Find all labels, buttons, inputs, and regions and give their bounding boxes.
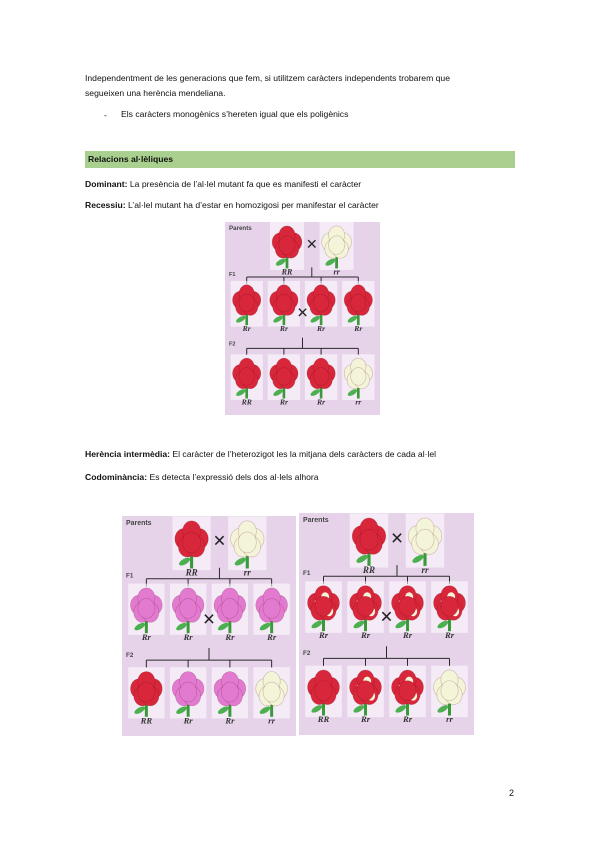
f1-flower (347, 581, 384, 640)
flower-petal (360, 529, 378, 550)
cross-symbol: × (213, 529, 226, 553)
intro-line-1: Independentment de les generacions que fem, si utilitzem caràcters independents trobarem que (85, 73, 450, 83)
f1-label: F1 (303, 570, 311, 578)
genotype-label: Rr (360, 629, 371, 640)
flower-petal (441, 596, 458, 616)
f1-flower (128, 584, 164, 642)
genotype-label: Rr (279, 397, 288, 407)
parent-flower (350, 513, 389, 575)
f2-label: F2 (303, 650, 311, 658)
flower-petal (183, 532, 201, 553)
f2-label: F2 (126, 651, 134, 659)
genotype-label: RR (362, 564, 376, 575)
f1-flower (268, 281, 300, 333)
flower-petal (221, 682, 238, 702)
flower-petal (239, 294, 254, 312)
flower-petal (357, 596, 374, 616)
flower-petal (441, 681, 458, 701)
f2-flower (268, 354, 300, 406)
f1-flower (170, 584, 206, 642)
dominant-line (85, 177, 361, 192)
flower-petal (239, 368, 254, 386)
f2-flower (305, 354, 337, 406)
f1-flower (431, 581, 468, 640)
genotype-label: Rr (183, 715, 193, 726)
f1-flower (231, 281, 263, 333)
f1-flower (342, 281, 374, 333)
flower-petal (138, 598, 155, 618)
intermediate-cross-figure (122, 516, 296, 736)
f2-flower (231, 354, 263, 406)
f2-flower (305, 666, 342, 725)
f2-flower (431, 666, 468, 725)
dominant-cross-figure (225, 222, 380, 415)
genotype-label: Rr (267, 631, 277, 642)
recessive-line (85, 198, 379, 213)
f2-flower (347, 666, 384, 725)
intro-line-2: segueixen una herència mendeliana. (85, 88, 226, 98)
flower-petal (238, 532, 256, 553)
parent-flower (320, 222, 354, 277)
genotype-label: Rr (279, 324, 288, 334)
genotype-label: Rr (242, 324, 251, 334)
f1-flower (305, 281, 337, 333)
flower-petal (263, 682, 280, 702)
bullet-text: Els caràcters monogènics s’hereten igual que els poligènics (121, 109, 349, 119)
flower-petal (221, 598, 238, 618)
genotype-label: RR (241, 397, 252, 407)
genotype-label: rr (268, 715, 275, 726)
genotype-label: Rr (183, 631, 193, 642)
genotype-label: Rr (354, 324, 363, 334)
dominant-definition: La presència de l’al·lel mutant fa que es manifesti el caràcter (127, 179, 362, 189)
parent-flower (270, 222, 304, 277)
flower-petal (180, 598, 197, 618)
cross-symbol: × (202, 607, 216, 631)
flower-petal (180, 682, 197, 702)
recessive-term: Recessiu: (85, 200, 126, 210)
genotype-label: rr (421, 564, 429, 575)
genotype-label: rr (243, 567, 251, 578)
f1-label: F1 (126, 572, 134, 580)
genotype-label: Rr (317, 324, 326, 334)
section-heading (85, 151, 515, 168)
genotype-label: Rr (225, 631, 235, 642)
flower-petal (351, 368, 366, 386)
f1-label: F1 (229, 272, 236, 279)
parent-flower (172, 516, 210, 577)
flower-petal (279, 236, 295, 255)
flower-petal (276, 294, 291, 312)
codominance-line (85, 470, 319, 485)
genotype-label: RR (140, 715, 153, 726)
f2-flower (389, 666, 426, 725)
genotype-label: RR (317, 714, 330, 725)
recessive-definition: L’al·lel mutant ha d’estar en homozigosi per manifestar el caràcter (125, 200, 379, 210)
genotype-label: Rr (141, 631, 151, 642)
page-number: 2 (509, 788, 515, 798)
section-heading-text: Relacions al·lèliques (88, 154, 174, 164)
genotype-label: RR (281, 267, 293, 277)
genotype-label: Rr (360, 714, 371, 725)
flower-petal (399, 596, 416, 616)
f1-flower (389, 581, 426, 640)
genotype-label: rr (446, 714, 453, 725)
flower-petal (351, 294, 366, 312)
f2-flower (253, 667, 289, 725)
parents-label: Parents (126, 519, 152, 527)
parents-label: Parents (229, 225, 252, 233)
cross-symbol: × (297, 301, 308, 323)
cross-symbol: × (380, 605, 393, 629)
f1-flower (212, 584, 248, 642)
genotype-label: Rr (317, 397, 326, 407)
cross-symbol: × (306, 232, 318, 254)
genotype-label: rr (355, 397, 362, 407)
flower-petal (357, 681, 374, 701)
codominance-cross-figure (299, 513, 474, 735)
f2-label: F2 (229, 341, 236, 348)
flower-petal (313, 294, 328, 312)
dominant-term: Dominant: (85, 179, 128, 189)
genotype-label: Rr (444, 629, 455, 640)
bullet-dash: - (104, 110, 107, 120)
intermediate-term: Herència intermèdia: (85, 449, 171, 459)
flower-petal (329, 236, 345, 255)
flower-petal (399, 681, 416, 701)
parents-label: Parents (303, 517, 329, 524)
flower-petal (315, 681, 332, 701)
codominance-term: Codominància: (85, 472, 148, 482)
genotype-label: Rr (318, 629, 329, 640)
intermediate-definition: El caràcter de l’heterozigot les la mitjana dels caràcters de cada al·lel (170, 449, 437, 459)
flower-petal (138, 682, 155, 702)
genotype-label: Rr (402, 714, 413, 725)
f1-flower (253, 584, 289, 642)
parent-flower (228, 516, 266, 577)
parent-flower (406, 513, 445, 575)
flower-petal (276, 368, 291, 386)
flower-petal (313, 368, 328, 386)
f2-flower (342, 354, 374, 406)
codominance-definition: Es detecta l’expressió dels dos al·lels alhora (147, 472, 319, 482)
f2-flower (170, 667, 206, 725)
genotype-label: Rr (402, 629, 413, 640)
f2-flower (128, 667, 164, 725)
f2-flower (212, 667, 248, 725)
flower-petal (416, 529, 434, 550)
flower-petal (263, 598, 280, 618)
intermediate-line (85, 447, 436, 462)
genotype-label: RR (185, 567, 198, 578)
f1-flower (305, 581, 342, 640)
genotype-label: rr (333, 267, 340, 277)
cross-symbol: × (390, 526, 404, 550)
flower-petal (315, 596, 332, 616)
genotype-label: Rr (225, 715, 235, 726)
